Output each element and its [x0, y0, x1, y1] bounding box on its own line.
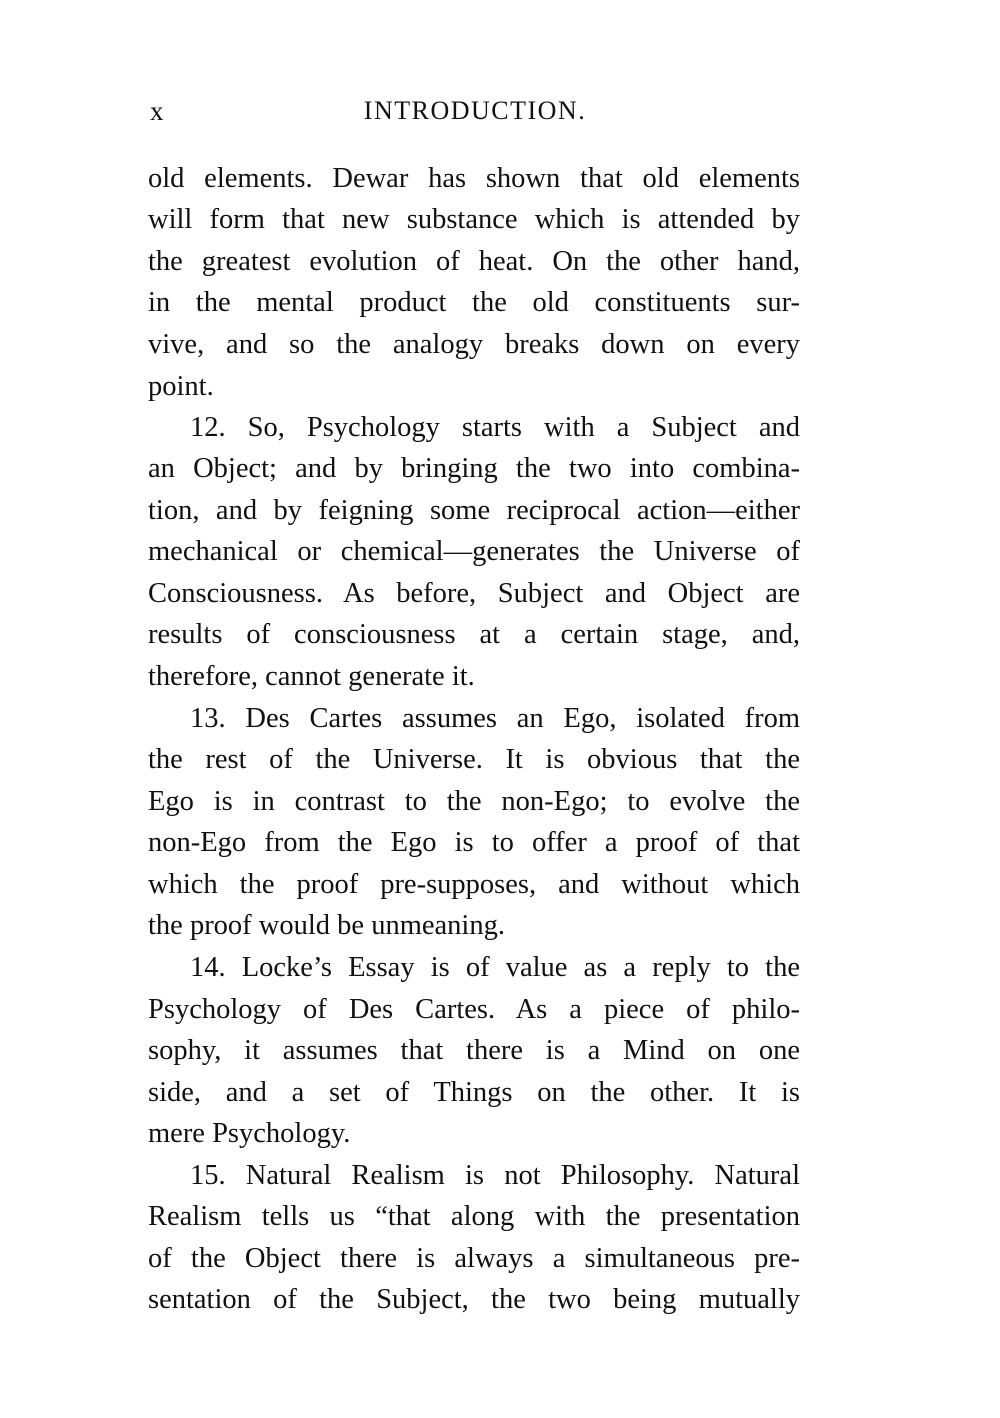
text-line: of the Object there is always a simultaneous pre- — [148, 1243, 800, 1274]
text-line: point. — [148, 371, 214, 402]
text-line: old elements. Dewar has shown that old elements — [148, 163, 800, 194]
running-head — [150, 96, 800, 136]
text-line: side, and a set of Things on the other. It is — [148, 1077, 800, 1108]
text-line: in the mental product the old constituents sur- — [148, 287, 800, 318]
text-line: an Object; and by bringing the two into combina- — [148, 453, 800, 484]
text-line: non-Ego from the Ego is to offer a proof of that — [148, 827, 800, 858]
running-head-title: INTRODUCTION. — [363, 96, 587, 125]
paragraph-13-start: 13. Des Cartes assumes an Ego, isolated from — [190, 703, 800, 734]
text-line: the rest of the Universe. It is obvious that the — [148, 744, 800, 775]
text-line: Realism tells us “that along with the presentation — [148, 1201, 800, 1232]
text-line: vive, and so the analogy breaks down on every — [148, 329, 800, 360]
text-line: the greatest evolution of heat. On the other hand, — [148, 246, 800, 277]
text-line: tion, and by feigning some reciprocal action—either — [148, 495, 800, 526]
text-line: Consciousness. As before, Subject and Object are — [148, 578, 800, 609]
text-line: Ego is in contrast to the non-Ego; to evolve the — [148, 786, 800, 817]
text-line: therefore, cannot generate it. — [148, 661, 475, 692]
text-line: sophy, it assumes that there is a Mind on one — [148, 1035, 800, 1066]
text-line: mere Psychology. — [148, 1118, 351, 1149]
text-line: Psychology of Des Cartes. As a piece of philo- — [148, 994, 800, 1025]
text-line: mechanical or chemical—generates the Universe of — [148, 536, 800, 567]
text-line: will form that new substance which is attended by — [148, 204, 800, 235]
paragraph-15-start: 15. Natural Realism is not Philosophy. Natural — [190, 1160, 800, 1191]
text-line: the proof would be unmeaning. — [148, 910, 505, 941]
text-line: results of consciousness at a certain stage, and, — [148, 619, 800, 650]
text-line: which the proof pre-supposes, and without which — [148, 869, 800, 900]
paragraph-12-start: 12. So, Psychology starts with a Subject and — [190, 412, 800, 443]
text-line: sentation of the Subject, the two being mutually — [148, 1284, 800, 1315]
page-number: x — [150, 96, 165, 126]
paragraph-14-start: 14. Locke’s Essay is of value as a reply to the — [190, 952, 800, 983]
